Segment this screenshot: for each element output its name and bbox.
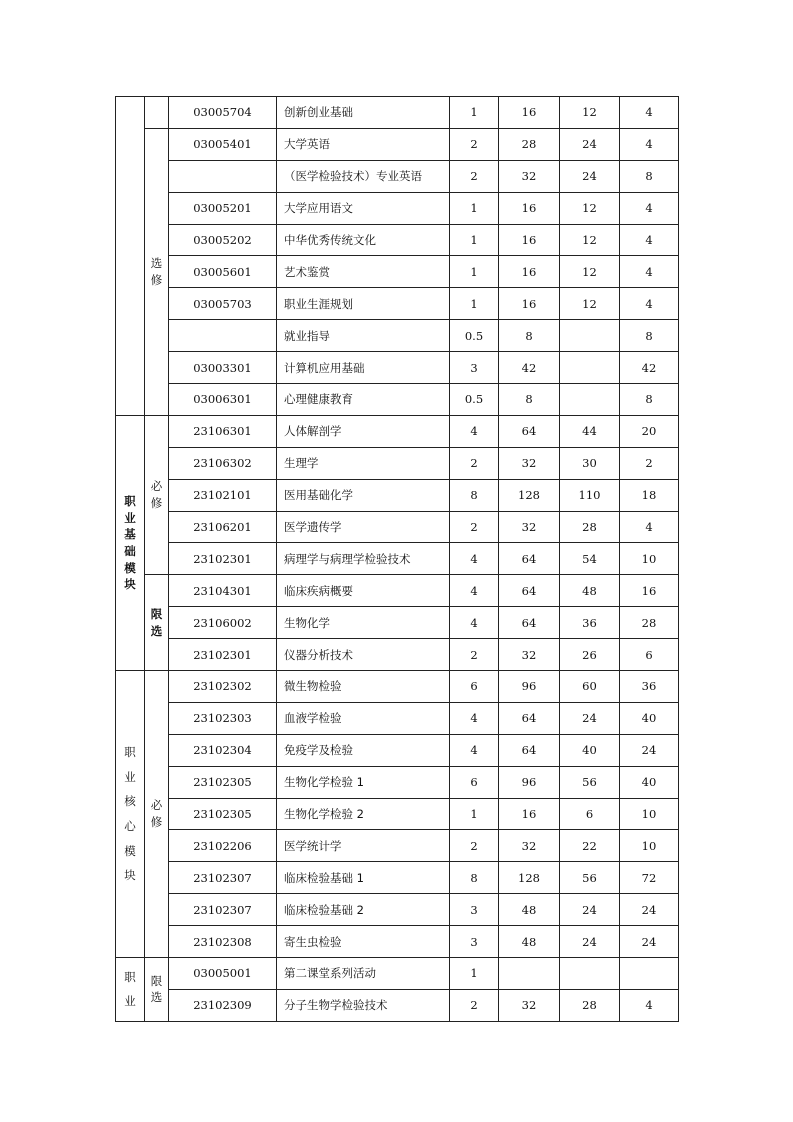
course-code: 23102304 — [169, 734, 277, 766]
course-total-hours: 32 — [499, 511, 560, 543]
course-name: 第二课堂系列活动 — [277, 958, 450, 990]
table-row — [116, 639, 679, 671]
course-theory-hours: 28 — [560, 511, 620, 543]
course-credits: 8 — [450, 862, 499, 894]
course-total-hours: 64 — [499, 575, 560, 607]
section-cell-general — [116, 97, 145, 416]
course-code: 23102305 — [169, 766, 277, 798]
table-row — [116, 511, 679, 543]
course-total-hours: 96 — [499, 766, 560, 798]
course-name: 艺术鉴赏 — [277, 256, 450, 288]
table-row — [116, 97, 679, 129]
course-theory-hours: 12 — [560, 256, 620, 288]
course-theory-hours: 30 — [560, 447, 620, 479]
course-total-hours: 48 — [499, 894, 560, 926]
table-row — [116, 479, 679, 511]
course-practice-hours: 24 — [620, 734, 679, 766]
course-credits: 4 — [450, 575, 499, 607]
course-code: 03005601 — [169, 256, 277, 288]
course-name: 职业生涯规划 — [277, 288, 450, 320]
course-code: 23102101 — [169, 479, 277, 511]
table-body — [116, 97, 679, 1022]
table-row — [116, 256, 679, 288]
course-theory-hours: 24 — [560, 160, 620, 192]
course-name: 血液学检验 — [277, 702, 450, 734]
course-total-hours: 8 — [499, 384, 560, 416]
course-total-hours: 64 — [499, 607, 560, 639]
table-row — [116, 415, 679, 447]
course-credits: 4 — [450, 607, 499, 639]
course-code: 23102301 — [169, 639, 277, 671]
subsection-cell-limited-base-text: 限 选 — [150, 607, 163, 638]
course-code: 23102301 — [169, 543, 277, 575]
course-name: 免疫学及检验 — [277, 734, 450, 766]
course-credits: 1 — [450, 192, 499, 224]
course-total-hours: 42 — [499, 352, 560, 384]
course-credits: 1 — [450, 958, 499, 990]
table-row — [116, 989, 679, 1021]
table-row — [116, 702, 679, 734]
subsection-cell-limited-ext — [145, 958, 169, 1022]
course-total-hours: 64 — [499, 415, 560, 447]
course-credits: 2 — [450, 639, 499, 671]
course-theory-hours: 26 — [560, 639, 620, 671]
course-total-hours: 48 — [499, 926, 560, 958]
course-practice-hours: 4 — [620, 511, 679, 543]
course-theory-hours: 24 — [560, 702, 620, 734]
course-code: 23104301 — [169, 575, 277, 607]
course-total-hours: 64 — [499, 734, 560, 766]
course-practice-hours: 8 — [620, 384, 679, 416]
course-practice-hours: 42 — [620, 352, 679, 384]
course-practice-hours: 28 — [620, 607, 679, 639]
course-theory-hours: 40 — [560, 734, 620, 766]
course-total-hours — [499, 958, 560, 990]
course-credits: 1 — [450, 256, 499, 288]
course-total-hours: 32 — [499, 830, 560, 862]
course-total-hours: 8 — [499, 320, 560, 352]
table-row — [116, 734, 679, 766]
course-name: 生理学 — [277, 447, 450, 479]
table-row — [116, 192, 679, 224]
course-credits: 0.5 — [450, 320, 499, 352]
course-theory-hours: 24 — [560, 128, 620, 160]
course-practice-hours: 4 — [620, 288, 679, 320]
course-practice-hours: 4 — [620, 192, 679, 224]
course-total-hours: 16 — [499, 192, 560, 224]
section-cell-pro-base — [116, 415, 145, 670]
course-practice-hours: 20 — [620, 415, 679, 447]
course-theory-hours: 56 — [560, 766, 620, 798]
table-row — [116, 862, 679, 894]
course-code: 03005001 — [169, 958, 277, 990]
course-code: 23102307 — [169, 894, 277, 926]
course-practice-hours: 72 — [620, 862, 679, 894]
course-practice-hours: 16 — [620, 575, 679, 607]
course-code: 23102303 — [169, 702, 277, 734]
curriculum-table — [115, 96, 679, 1022]
course-name: 心理健康教育 — [277, 384, 450, 416]
subsection-cell-required-core-text: 必 修 — [150, 798, 163, 830]
course-credits: 2 — [450, 511, 499, 543]
course-theory-hours — [560, 320, 620, 352]
course-credits: 1 — [450, 288, 499, 320]
course-name: 分子生物学检验技术 — [277, 989, 450, 1021]
course-name: 就业指导 — [277, 320, 450, 352]
course-practice-hours: 18 — [620, 479, 679, 511]
course-theory-hours: 110 — [560, 479, 620, 511]
course-credits: 2 — [450, 160, 499, 192]
course-theory-hours — [560, 958, 620, 990]
table-row — [116, 926, 679, 958]
course-code — [169, 160, 277, 192]
course-code: 03003301 — [169, 352, 277, 384]
course-practice-hours: 36 — [620, 671, 679, 703]
table-row — [116, 543, 679, 575]
course-practice-hours: 4 — [620, 256, 679, 288]
course-code: 23102206 — [169, 830, 277, 862]
course-code: 23106302 — [169, 447, 277, 479]
table-row — [116, 575, 679, 607]
table-row — [116, 160, 679, 192]
course-credits: 4 — [450, 543, 499, 575]
course-total-hours: 32 — [499, 639, 560, 671]
course-credits: 3 — [450, 352, 499, 384]
course-credits: 4 — [450, 734, 499, 766]
course-code: 23102308 — [169, 926, 277, 958]
course-total-hours: 16 — [499, 224, 560, 256]
course-name: 微生物检验 — [277, 671, 450, 703]
course-name: 计算机应用基础 — [277, 352, 450, 384]
table-row — [116, 958, 679, 990]
course-name: 仪器分析技术 — [277, 639, 450, 671]
course-theory-hours: 44 — [560, 415, 620, 447]
course-code: 03005201 — [169, 192, 277, 224]
course-credits: 2 — [450, 447, 499, 479]
course-credits: 8 — [450, 479, 499, 511]
course-practice-hours: 4 — [620, 97, 679, 129]
course-theory-hours: 36 — [560, 607, 620, 639]
course-credits: 4 — [450, 415, 499, 447]
course-theory-hours: 60 — [560, 671, 620, 703]
subsection-cell-limited-ext-text: 限 选 — [150, 973, 163, 1005]
course-credits: 6 — [450, 671, 499, 703]
course-code — [169, 320, 277, 352]
course-practice-hours: 10 — [620, 830, 679, 862]
table-row — [116, 224, 679, 256]
course-name: （医学检验技术）专业英语 — [277, 160, 450, 192]
course-name: 创新创业基础 — [277, 97, 450, 129]
course-practice-hours: 40 — [620, 766, 679, 798]
course-credits: 2 — [450, 128, 499, 160]
course-credits: 3 — [450, 926, 499, 958]
table-row — [116, 288, 679, 320]
course-code: 23106201 — [169, 511, 277, 543]
course-total-hours: 96 — [499, 671, 560, 703]
course-name: 医学遗传学 — [277, 511, 450, 543]
table-row — [116, 384, 679, 416]
course-theory-hours: 56 — [560, 862, 620, 894]
course-name: 大学应用语文 — [277, 192, 450, 224]
course-theory-hours: 22 — [560, 830, 620, 862]
section-cell-pro-ext — [116, 958, 145, 1022]
course-theory-hours: 12 — [560, 288, 620, 320]
course-name: 人体解剖学 — [277, 415, 450, 447]
course-code: 03005703 — [169, 288, 277, 320]
course-theory-hours: 12 — [560, 97, 620, 129]
course-practice-hours: 24 — [620, 926, 679, 958]
course-code: 03005401 — [169, 128, 277, 160]
course-total-hours: 16 — [499, 288, 560, 320]
section-cell-pro-base-text: 职 业 基 础 模 块 — [124, 493, 136, 592]
course-credits: 2 — [450, 989, 499, 1021]
course-code: 03006301 — [169, 384, 277, 416]
course-name: 大学英语 — [277, 128, 450, 160]
course-theory-hours: 54 — [560, 543, 620, 575]
table-row — [116, 128, 679, 160]
subsection-cell-elective — [145, 128, 169, 415]
course-name: 临床检验基础 1 — [277, 862, 450, 894]
course-name: 寄生虫检验 — [277, 926, 450, 958]
course-practice-hours: 6 — [620, 639, 679, 671]
course-total-hours: 128 — [499, 479, 560, 511]
course-practice-hours: 8 — [620, 160, 679, 192]
table-row — [116, 320, 679, 352]
course-total-hours: 32 — [499, 447, 560, 479]
subsection-cell-required-base-text: 必 修 — [150, 479, 163, 511]
course-credits: 2 — [450, 830, 499, 862]
section-cell-pro-core — [116, 671, 145, 958]
course-practice-hours: 4 — [620, 989, 679, 1021]
course-code: 23102302 — [169, 671, 277, 703]
course-theory-hours — [560, 352, 620, 384]
course-theory-hours: 24 — [560, 894, 620, 926]
course-name: 医用基础化学 — [277, 479, 450, 511]
course-theory-hours: 12 — [560, 224, 620, 256]
course-code: 03005704 — [169, 97, 277, 129]
table-row — [116, 894, 679, 926]
course-credits: 1 — [450, 224, 499, 256]
table-row — [116, 352, 679, 384]
course-total-hours: 16 — [499, 798, 560, 830]
course-code: 23106301 — [169, 415, 277, 447]
course-practice-hours: 10 — [620, 543, 679, 575]
subsection-cell-limited-base — [145, 575, 169, 671]
course-practice-hours: 2 — [620, 447, 679, 479]
course-practice-hours: 4 — [620, 128, 679, 160]
course-credits: 3 — [450, 894, 499, 926]
subsection-cell-elective-text: 选 修 — [150, 256, 163, 287]
course-name: 生物化学检验 2 — [277, 798, 450, 830]
course-name: 病理学与病理学检验技术 — [277, 543, 450, 575]
course-theory-hours: 6 — [560, 798, 620, 830]
course-total-hours: 28 — [499, 128, 560, 160]
course-theory-hours — [560, 384, 620, 416]
subsection-cell-required-core — [145, 671, 169, 958]
course-name: 临床疾病概要 — [277, 575, 450, 607]
course-code: 23102309 — [169, 989, 277, 1021]
course-name: 医学统计学 — [277, 830, 450, 862]
table-row — [116, 830, 679, 862]
course-total-hours: 64 — [499, 543, 560, 575]
course-practice-hours: 40 — [620, 702, 679, 734]
course-total-hours: 32 — [499, 160, 560, 192]
course-total-hours: 128 — [499, 862, 560, 894]
course-theory-hours: 48 — [560, 575, 620, 607]
course-name: 临床检验基础 2 — [277, 894, 450, 926]
subsection-cell-required-base — [145, 415, 169, 574]
course-code: 23102307 — [169, 862, 277, 894]
course-theory-hours: 12 — [560, 192, 620, 224]
section-cell-pro-ext-text: 职 业 — [124, 969, 136, 1009]
course-code: 03005202 — [169, 224, 277, 256]
course-credits: 6 — [450, 766, 499, 798]
course-practice-hours — [620, 958, 679, 990]
course-name: 中华优秀传统文化 — [277, 224, 450, 256]
course-theory-hours: 28 — [560, 989, 620, 1021]
course-name: 生物化学检验 1 — [277, 766, 450, 798]
course-code: 23106002 — [169, 607, 277, 639]
subsection-cell-blank — [145, 97, 169, 129]
table-row — [116, 607, 679, 639]
course-practice-hours: 10 — [620, 798, 679, 830]
course-credits: 0.5 — [450, 384, 499, 416]
course-code: 23102305 — [169, 798, 277, 830]
course-practice-hours: 4 — [620, 224, 679, 256]
course-credits: 1 — [450, 97, 499, 129]
course-name: 生物化学 — [277, 607, 450, 639]
table-row — [116, 447, 679, 479]
table-row — [116, 671, 679, 703]
course-theory-hours: 24 — [560, 926, 620, 958]
course-total-hours: 64 — [499, 702, 560, 734]
section-cell-pro-core-text: 职 业 核 心 模 块 — [124, 745, 136, 883]
table-row — [116, 798, 679, 830]
course-total-hours: 16 — [499, 97, 560, 129]
course-practice-hours: 24 — [620, 894, 679, 926]
course-credits: 4 — [450, 702, 499, 734]
course-total-hours: 16 — [499, 256, 560, 288]
table-row — [116, 766, 679, 798]
course-credits: 1 — [450, 798, 499, 830]
course-total-hours: 32 — [499, 989, 560, 1021]
course-practice-hours: 8 — [620, 320, 679, 352]
